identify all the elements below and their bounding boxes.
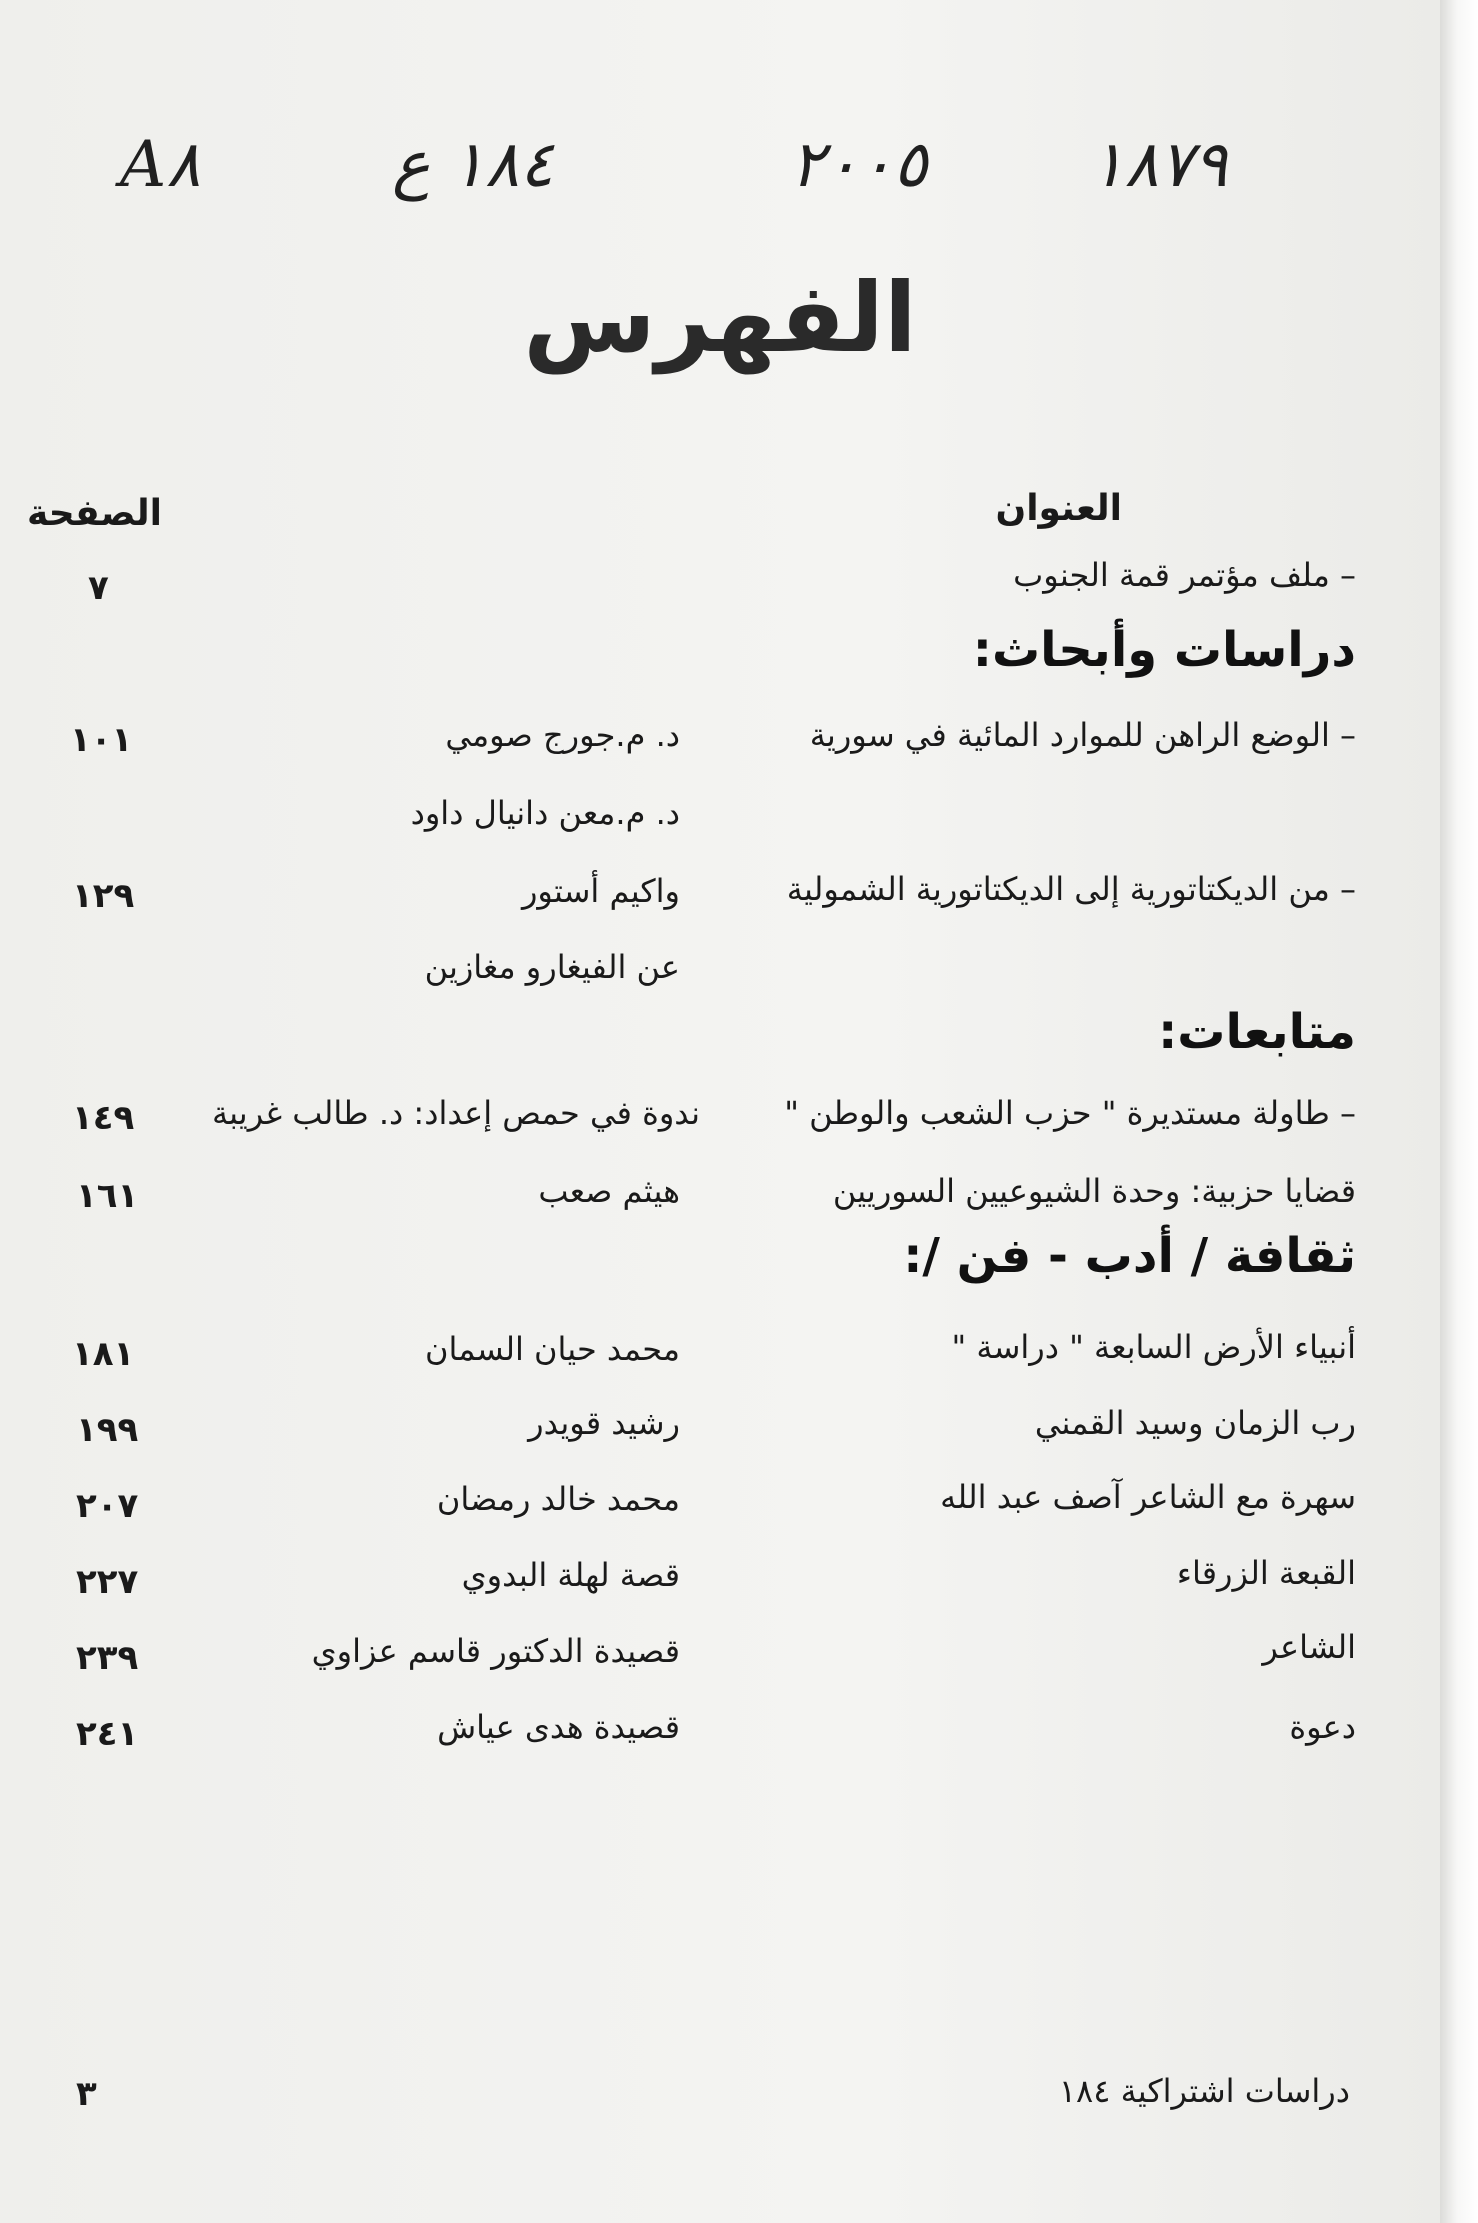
entry-author: عن الفيغارو مغازين [424,948,680,986]
entry-page-number: ١٦١ [76,1176,139,1216]
entry-author: محمد حيان السمان [424,1330,680,1368]
handwritten-code: ١٨٧٩ [1090,128,1228,202]
entry-title: سهرة مع الشاعر آصف عبد الله [940,1478,1356,1516]
handwritten-catalog-codes [0,128,1440,218]
handwritten-code: ١٨٤ ع [392,128,554,202]
entry-page-number: ١٤٩ [72,1098,135,1138]
entry-author: د. م.معن دانيال داود [410,794,680,832]
entry-page-number: ٢٠٧ [76,1486,139,1526]
footer-journal-title: دراسات اشتراكية ١٨٤ [1058,2072,1350,2110]
entry-page-number: ٢٣٩ [76,1638,139,1678]
column-header-title: العنوان [995,488,1122,529]
page-title: الفهرس [523,262,917,374]
handwritten-code: ٢٠٠٥ [790,128,928,202]
entry-page-number: ٧ [88,568,109,608]
entry-title: – من الديكتاتورية إلى الديكتاتورية الشمولية [786,870,1356,908]
entry-author: رشيد قويدر [528,1404,680,1442]
entry-title: – طاولة مستديرة " حزب الشعب والوطن " [784,1094,1356,1132]
entry-author: د. م.جورج صومي [445,716,680,754]
section-heading: دراسات وأبحاث: [972,622,1356,678]
entry-page-number: ١٨١ [72,1334,135,1374]
entry-author: ندوة في حمص إعداد: د. طالب غريبة [211,1094,700,1132]
entry-page-number: ١٩٩ [76,1410,139,1450]
section-heading: ثقافة / أدب - فن /: [903,1228,1356,1284]
entry-title: الشاعر [1262,1628,1356,1666]
entry-author: محمد خالد رمضان [436,1480,680,1518]
entry-title: القبعة الزرقاء [1176,1554,1356,1592]
entry-title: قضايا حزبية: وحدة الشيوعيين السوريين [832,1172,1356,1210]
entry-author: قصيدة الدكتور قاسم عزاوي [311,1632,680,1670]
section-heading: متابعات: [1158,1004,1356,1060]
footer-page-number: ٣ [76,2074,97,2114]
entry-title: رب الزمان وسيد القمني [1034,1404,1356,1442]
entry-author: قصة لهلة البدوي [461,1556,680,1594]
entry-page-number: ١٢٩ [72,876,135,916]
entry-page-number: ٢٤١ [76,1714,139,1754]
entry-title: – ملف مؤتمر قمة الجنوب [1013,556,1356,594]
entry-title: أنبياء الأرض السابعة " دراسة " [951,1328,1356,1366]
entry-author: واكيم أستور [521,872,680,910]
entry-title: – الوضع الراهن للموارد المائية في سورية [809,716,1356,754]
entry-author: هيثم صعب [538,1172,680,1210]
page-edge [1440,0,1478,2223]
entry-title: دعوة [1289,1708,1356,1746]
handwritten-code: A٨ [120,128,201,202]
column-header-page: الصفحة [26,493,162,534]
entry-page-number: ١٠١ [70,720,133,760]
entry-page-number: ٢٢٧ [76,1562,139,1602]
entry-author: قصيدة هدى عياش [437,1708,680,1746]
